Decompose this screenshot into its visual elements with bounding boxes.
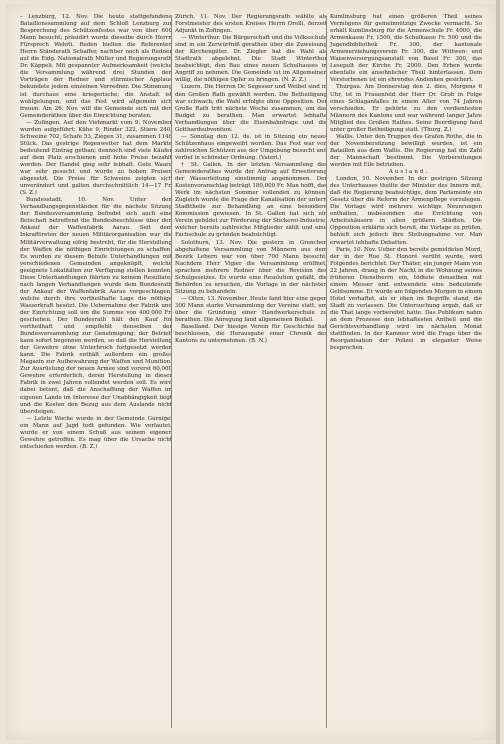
article-zuerich: Zürich, 11. Nov. Der Regierungsrath wählte als Forstmeister des ersten Kreises Herrn Orelli, derzeit Adjunkt in Zofingen. [175, 14, 327, 35]
article-solothurn: Solothurn, 13. Nov. Die gestern in Grenchen abgehaltene Versammlung von Männern aus dem Bezirk Lebern war von über 700 Mann besucht. Nachdem Herr Vigier die Versammlung eröffnet, sprachen mehrere Redner über die Revision des Schulgesetzes. Es wurde eine Resolution gefaßt, die Behörden zu ersuchen, die Vorlage in der nächsten Sitzung zu behandeln. [175, 239, 327, 295]
newspaper-page [6, 4, 496, 740]
article-sitzung: — Sonntag den 12. ds. ist in Sitzung ein neues Schützenhaus eingeweiht worden. Das Fest war von zahlreichen Schützen aus der Umgebung besucht und verlief in schönster Ordnung. (Vaterl.) [175, 133, 327, 161]
article-olten: — Olten, 13. November. Heute fand hier eine gegen 300 Mann starke Versammlung der Vereine statt, um über die Gründung einer Handwerkerschule zu berathen. Die Anregung fand allgemeinen Beifall. [175, 295, 327, 324]
article-bundesstadt: Bundesstadt, 10. Nov. Unter den Verhandlungsgegenständen für die nächste Sitzung der Bundesversammlung befindet sich auch eine Botschaft betreffend die Bundesbeschlüsse über den Ankauf der Waffenfabrik Aarau. Seit dem Inkrafttreten der neuen Militärorganisation war die Militärverwaltung eifrig bestrebt, für die Herstellung der Waffen die nöthigen Einrichtungen zu schaffen. Es wurden zu diesem Behufe Unterhandlungen mit verschiedenen Gemeinden angeknüpft, welche geeignete Lokalitäten zur Verfügung stellen konnten. Diese Unterhandlungen führten zu keinem Resultate; nach langen Verhandlungen wurde dem Bundesrath der Ankauf der Waffenfabrik Aarau vorgeschlagen, welche durch ihre vortheilhafte Lage die nöthige Wasserkraft besitzt. Die Uebernahme der Fabrik und der Einrichtung soll um die Summe von 400,000 Fr. geschehen. Der Bundesrath hält den Kauf für vortheilhaft und empfiehlt denselben der Bundesversammlung zur Genehmigung; der Betrieb kann sofort begonnen werden, so daß die Herstellung der Gewehre ohne Unterbruch fortgesetzt werden kann. Die Fabrik enthält außerdem ein großes Magazin zur Aufbewahrung der Waffen und Munition. Zur Ausrüstung der neuen Armee sind vorerst 60,000 Gewehre erforderlich, deren Herstellung in dieser Fabrik in zwei Jahren vollendet werden soll. Es wird dabei betont, daß die Anschaffung der Waffen im eigenen Lande im Interesse der Unabhängigkeit liegt und die Kosten den Bezug aus dem Auslande nicht übersteigen. [20, 197, 172, 415]
column-divider-1 [171, 16, 172, 728]
article-zofingen: — Zofingen. Auf den Viehmarkt vom 9. November wurden aufgeführt: Kühe 9, Rinder 322, Stiere 240, Schweine 702, Schafe 53, Ziegen 31, zusammen 1146 Stück. Das gestrige Regenwetter hat dem Markte bedeutend Eintrag gethan; dennoch sind viele Käufer auf dem Platz erschienen und hohe Preise bezahlt worden. Der Handel ging sehr lebhaft. Gute Waare war sehr gesucht und wurde zu hohen Preisen abgesetzt. Die Preise für Schweine zeigten sich unverändert und galten durchschnittlich 14—17 Fr. (S. Z.) [20, 119, 172, 197]
column-divider-2 [326, 16, 327, 728]
column-3 [330, 14, 482, 730]
article-baselland: Baselland. Der hiesige Verein für Geschichte hat beschlossen, die Herausgabe einer Chronik des Kantons zu unternehmen. (B. N.) [175, 324, 327, 345]
article-winterthur: — Winterthur. Die Bürgerschaft und die Volksschule sind in ein Zerwürfniß gerathen über die Zuweisung der Kirchengüter. Dr. Ziegler hat die Wahl als Stadtrath abgelehnt. Die Stadt Winterthur beabsichtigt, den Bau eines neuen Schulhauses in Angriff zu nehmen. Die Gemeinde ist im Allgemeinen willig, die nöthigen Opfer zu bringen. (N. Z. Z.) [175, 35, 327, 84]
page-edge [496, 0, 500, 744]
article-thurgau: Thurgau. Am Donnerstag den 2. dies, Morgens 6 Uhr, ist in Frauenfeld der Herr Dr. Grob in Folge eines Schlaganfalles in einem Alter von 74 Jahren verschieden. Er gehörte zu den verdientesten Männern des Kantons und war während langer Jahre Mitglied des Großen Rathes. Seine Beerdigung fand unter großer Betheiligung statt. (Thurg. Z.) [330, 84, 482, 133]
article-wallis: Wallis. Unter den Truppen des Grafen Rothe, die in der Novembersitzung bewilligt wurden, ist ein Bataillon aus dem Wallis. Die Regierung hat die Zahl der Mannschaft bestimmt. Die Vorbereitungen werden mit Eile betrieben. [330, 133, 482, 168]
article-luzern: Luzern. Die Herren Dr. Segesser und Weibel sind in den Großen Rath gewählt worden. Die Betheiligung war schwach; die Wahl erfolgte ohne Opposition. Der Große Rath tritt nächste Woche zusammen, um das Budget zu berathen. Man erwartet lebhafte Verhandlungen über die Eisenbahnfrage und die Gotthardsubvention. [175, 84, 327, 133]
article-st-gallen: † St. Gallen. In der letzten Versammlung des Gemeinderathes wurde der Antrag auf Erweiterung der Wasserleitung einstimmig angenommen. Der Kostenvoranschlag beträgt 180,000 Fr. Man hofft, das Werk im nächsten Sommer vollenden zu können. Zugleich wurde die Frage der Kanalisation der untern Stadttheile zur Behandlung an eine besondere Kommission gewiesen. In St. Gallen hat sich ein Verein gebildet zur Förderung der Stickerei-Industrie, welcher bereits zahlreiche Mitglieder zählt und eine Fachschule zu gründen beabsichtigt. [175, 161, 327, 239]
column-1 [20, 14, 172, 730]
article-lenzburg: – Lenzburg, 12. Nov. Die heute stattgefundene Bataillonssammlung auf dem Schloß Lenzburg zur Besprechung des Schützenfestes war von über 600 Mann besucht; präsidirt wurde dieselbe durch Herrn Fürsprech Wehrli. Reden hielten die Referenten Herrn Ständerath Schaffer, nachher noch als Redner auf die Eidg. Nationalrath Müller und Regierungsrath Dr. Käppeli. Mit gespannter Aufmerksamkeit (welche die Versammlung während drei Stunden den Vorträgen der Redner und stürmischer Applaus bekundete jedem einzelnen Vorredner. Die Stimmung ist durchaus eine kriegerische; die Anstalt ist wohlgelungen, und das Fest wird allgemein sich freuen. Am 26. Nov. will die Gemeinde sich mit den Gemeinderäthen über die Einrichtung beraten. [20, 14, 172, 119]
article-kumlinsburg: Kumlinsburg hat einen größeren Theil seines Vermögens für gemeinnützige Zwecke vermacht. So erhält Kumlinsburg für die Armenschule Fr. 4000, die Armenkasse Fr. 1500, die Schulkasse Fr. 500 und die Jugendbibliothek Fr. 300, der kantonale Armenerziehungsverein Fr. 300, die Wittwen- und Waisenversorgungsanstalt von Basel Fr. 300, das Lesepult der Kirche Fr. 2000. Den Erben wurde ebenfalls ein ansehnlicher Theil hinterlassen. Dem Verstorbenen ist ein ehrendes Andenken gesichert. [330, 14, 482, 84]
article-london: London, 10. November. In der gestrigen Sitzung des Unterhauses theilte der Minister des Innern mit, daß die Regierung beabsichtige, dem Parlamente ein Gesetz über die Reform der Armenpflege vorzulegen. Die Vorlage wird mehrere wichtige Neuerungen enthalten, insbesondere die Errichtung von Arbeitshäusern in allen größern Städten. Die Opposition erklärte sich bereit, die Vorlage zu prüfen, behielt sich jedoch ihre Stellungnahme vor. Man erwartet lebhafte Debatten. [330, 176, 482, 246]
article-paris: Paris, 10. Nov. Ueber den bereits gemeldeten Mord, der in der Rue St. Honoré verübt wurde, wird Folgendes berichtet: Der Thäter, ein junger Mann von 22 Jahren, drang in der Nacht in die Wohnung seines früheren Dienstherrn ein, tödtete denselben mit einem Messer und entwendete eine bedeutende Geldsumme. Er wurde am folgenden Morgen in einem Hotel verhaftet, als er eben im Begriffe stand, die Stadt zu verlassen. Die Untersuchung ergab, daß er die That lange vorbereitet hatte. Das Publikum nahm an dem Prozesse den lebhaftesten Antheil und die Gerichtsverhandlung wird im nächsten Monat stattfinden. In der Kammer wird die Frage über die Reorganisation der Polizei in eleganter Weise besprochen. [330, 246, 482, 352]
column-2 [175, 14, 327, 730]
article-gurnigel: — Letzte Woche wurde in der Gemeinde Gurnigel ein Mann auf Jagd todt gefunden. Wie verlautet, wurde er von einem Schuß aus seinem eigenen Gewehre getroffen. Es mag über die Ursache nicht entschieden werden. (B. Z.) [20, 415, 172, 450]
section-heading-ausland: Ausland. [388, 169, 430, 176]
